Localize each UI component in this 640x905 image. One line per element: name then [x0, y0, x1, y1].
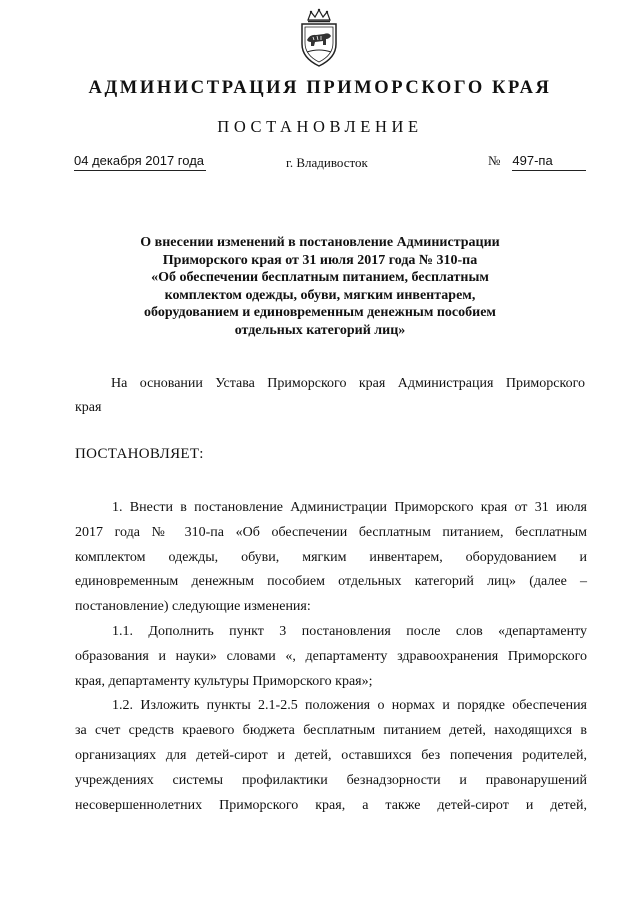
- heading-line: О внесении изменений в постановление Администрации: [140, 235, 500, 250]
- heading-line: оборудованием и единовременным денежным пособием: [144, 305, 496, 321]
- basis-paragraph: [75, 372, 585, 420]
- body-line: края, департаменту культуры Приморского края»;: [75, 673, 373, 689]
- basis-line: На основании Устава Приморского края Администрация Приморского: [111, 376, 585, 391]
- document-number: [488, 152, 586, 171]
- heading-line: отдельных категорий лиц»: [234, 322, 406, 338]
- coat-of-arms-emblem: [296, 8, 342, 68]
- body-line: учреждениях системы профилактики безнадзорности и правонарушений: [75, 772, 587, 788]
- body-line: 1.2. Изложить пункты 2.1-2.5 положения о нормах и порядке обеспечения: [112, 698, 587, 714]
- document-date: 04 декабря 2017 года: [74, 152, 206, 171]
- heading-line: Приморского края от 31 июля 2017 года № 310-па: [162, 252, 478, 268]
- body-line: единовременным денежным пособием отдельных категорий лиц» (далее –: [75, 574, 587, 590]
- body-line: комплектом одежды, обуви, мягким инвентарем, оборудованием и: [75, 549, 587, 565]
- body-line: организациях для детей-сирот и детей, оставшихся без попечения родителей,: [75, 747, 587, 763]
- heading-line: «Об обеспечении бесплатным питанием, бесплатным: [151, 270, 489, 286]
- body-line: 2017 года № 310-па «Об обеспечении бесплатным питанием, бесплатным: [75, 524, 587, 540]
- basis-line: края: [75, 400, 102, 415]
- document-type: ПОСТАНОВЛЕНИЕ: [217, 117, 423, 136]
- body-line: постановление) следующие изменения:: [75, 599, 311, 615]
- decree-word: ПОСТАНОВЛЯЕТ:: [75, 446, 204, 462]
- document-body: [75, 496, 587, 818]
- administration-title: АДМИНИСТРАЦИЯ ПРИМОРСКОГО КРАЯ: [88, 78, 552, 98]
- document-city: г. Владивосток: [286, 155, 368, 170]
- document-heading: [110, 234, 530, 340]
- body-line: образования и науки» словами «, департаменту здравоохранения Приморского: [75, 648, 587, 664]
- body-line: несовершеннолетних Приморского края, а также детей-сирот и детей,: [75, 797, 587, 813]
- number-sign: №: [488, 153, 501, 168]
- heading-line: комплектом одежды, обуви, мягким инвентарем,: [164, 287, 476, 303]
- body-line: 1. Внести в постановление Администрации Приморского края от 31 июля: [112, 500, 587, 515]
- body-line: 1.1. Дополнить пункт 3 постановления после слов «департаменту: [112, 623, 587, 639]
- number-value: 497-па: [512, 152, 586, 171]
- body-line: за счет средств краевого бюджета бесплатным питанием детей, находящихся в: [75, 723, 587, 739]
